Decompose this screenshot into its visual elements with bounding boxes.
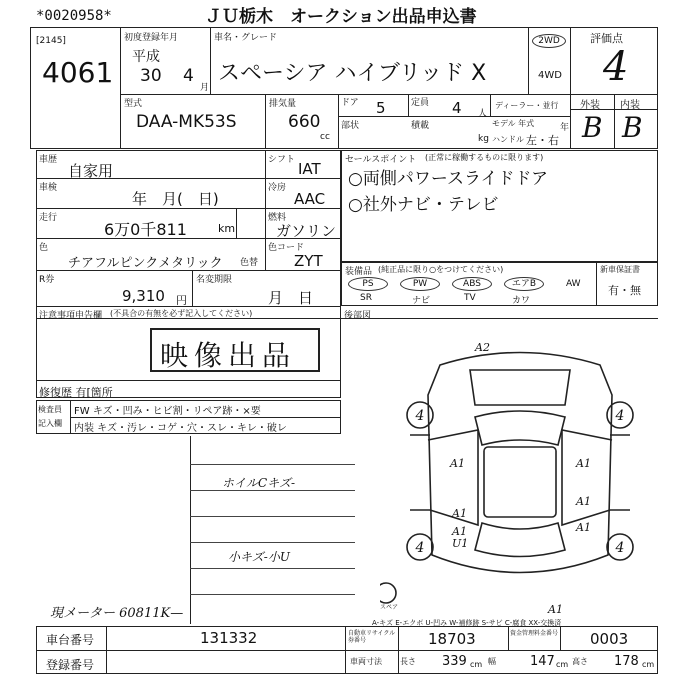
equip-leather: カワ xyxy=(512,296,531,306)
capacity-unit: 人 xyxy=(478,109,488,119)
recycle-value: 9,310 xyxy=(122,287,165,305)
score-label: 評価点 xyxy=(590,32,623,45)
dealer-label: ディーラー・並行 xyxy=(495,101,559,110)
shift-value: IAT xyxy=(298,160,321,178)
drive-4wd: 4WD xyxy=(538,70,562,81)
mileage-label: 走行 xyxy=(39,213,58,223)
model-value: DAA-MK53S xyxy=(136,112,237,132)
sales-points-label: セールスポイント xyxy=(345,155,417,165)
sekisai-label: 積載 xyxy=(411,121,430,131)
tire-rr: 4 xyxy=(615,540,625,556)
mark-front: A2 xyxy=(475,341,490,354)
model-year-label: モデル 年式 xyxy=(492,119,535,128)
equip-airbag: エアB xyxy=(504,277,544,291)
mark-right-mid: A1 xyxy=(576,495,591,508)
handwritten-meter: 現メーター 60811K— xyxy=(50,606,184,621)
first-reg-month: 4 xyxy=(183,66,194,86)
doors-label: ドア xyxy=(341,98,359,108)
color-label: 色 xyxy=(39,243,49,253)
equip-ps: PS xyxy=(348,277,388,291)
handwritten-rear: 小キズ-小U xyxy=(228,550,290,564)
video-stamp-text: 映像出品 xyxy=(160,339,297,372)
lot-code: [2145] xyxy=(36,36,66,46)
mileage-unit: km xyxy=(218,222,236,235)
reg-label: 登録番号 xyxy=(46,658,95,672)
mileage-value: 6万0千811 xyxy=(104,220,187,239)
usage-label: 車歴 xyxy=(39,155,58,165)
lot-number: 4061 xyxy=(42,56,114,89)
length-unit: cm xyxy=(470,660,483,669)
sales-point-2: ○社外ナビ・テレビ xyxy=(348,195,499,215)
displacement-label: 排気量 xyxy=(269,99,297,109)
equip-navi: ナビ xyxy=(412,296,431,306)
car-name-label: 車名・グレード xyxy=(214,33,278,43)
notes-label: 注意事項申告欄 xyxy=(39,311,103,321)
width-value: 147 xyxy=(530,654,555,669)
warranty-value: 有・無 xyxy=(608,284,641,297)
warranty-label: 新車保証書 xyxy=(600,265,640,274)
mark-left-rear-1: A1 xyxy=(452,525,467,538)
color-code-label: 色コード xyxy=(268,243,305,253)
damage-legend: A-キズ E-エクボ U-凹み W-補修跡 S-サビ C-腐食 XX-交換済 xyxy=(372,619,562,627)
exterior-score: B xyxy=(582,111,603,144)
handwritten-wheel: ホイルCキズ- xyxy=(222,476,295,490)
height-unit: cm xyxy=(642,660,655,669)
inspect-codes-row1: FW キズ・凹み・ヒビ割・リペア跡・×要 xyxy=(74,406,261,417)
sales-points-note: (正常に稼働するものに限ります) xyxy=(425,153,544,162)
mark-left-mid: A1 xyxy=(452,507,467,520)
car-name: スペーシア ハイブリッド X xyxy=(218,61,487,86)
exterior-label: 外装 xyxy=(580,100,600,111)
mark-right-rear: A1 xyxy=(576,521,591,534)
recycle-number-label: 自動車リサイクル券番号 xyxy=(348,630,396,644)
equip-aw: AW xyxy=(566,279,581,289)
color-change-label: 色替 xyxy=(240,258,259,268)
recycle-number-value: 18703 xyxy=(428,630,476,648)
recycle-label: R券 xyxy=(39,275,55,285)
tire-fr: 4 xyxy=(615,408,625,424)
interior-score: B xyxy=(622,111,643,144)
interior-label: 内装 xyxy=(620,100,640,111)
length-value: 339 xyxy=(442,654,467,669)
attach-label: 後部図 xyxy=(344,311,372,321)
mark-left-rear-2: U1 xyxy=(452,537,469,550)
capacity-value: 4 xyxy=(452,99,462,117)
chassis-label: 車台番号 xyxy=(46,633,95,647)
aircon-value: AAC xyxy=(294,190,326,208)
serial-number: *0020958* xyxy=(36,8,112,24)
first-reg-month-unit: 月 xyxy=(200,83,210,93)
equipment-label: 装備品 xyxy=(345,267,373,277)
inspect-codes-row2: 内装 キズ・汚レ・コゲ・穴・スレ・キレ・破レ xyxy=(74,423,287,434)
equip-sr: SR xyxy=(360,293,372,303)
kg-label: kg xyxy=(478,134,489,144)
width-unit: cm xyxy=(556,660,569,669)
displacement-value: 660 xyxy=(288,112,321,132)
handle-label: ハンドル xyxy=(492,135,524,144)
usage-value: 自家用 xyxy=(68,162,114,180)
equip-abs: ABS xyxy=(452,277,492,291)
tire-fl: 4 xyxy=(415,408,425,424)
meigi-value: 月 日 xyxy=(268,289,314,307)
equip-tv: TV xyxy=(464,293,476,303)
recycle-unit: 円 xyxy=(176,294,187,307)
kubun-label: 部状 xyxy=(341,121,360,131)
score-value: 4 xyxy=(603,44,629,90)
doors-value: 5 xyxy=(376,99,386,117)
equipment-note: (純正品に限り○をつけてください) xyxy=(378,265,504,274)
nen-label: 年 xyxy=(560,123,570,133)
mark-rear: A1 xyxy=(548,603,563,615)
sales-point-1: ○両側パワースライドドア xyxy=(348,169,548,189)
form-title: ＪＵ栃木 オークション出品申込書 xyxy=(205,7,477,27)
capacity-label: 定員 xyxy=(411,98,430,108)
color-value: チアフルピンクメタリック xyxy=(68,256,223,271)
mark-left-front: A1 xyxy=(450,457,465,470)
model-label: 型式 xyxy=(124,99,143,109)
inspect-label-2: 記入欄 xyxy=(38,419,62,428)
handle-options: 左・右 xyxy=(526,134,559,147)
mark-right-front: A1 xyxy=(576,457,591,470)
fuel-label: 燃料 xyxy=(268,213,287,223)
tire-rl: 4 xyxy=(415,540,425,556)
aircon-label: 冷房 xyxy=(268,183,287,193)
damage-diagram xyxy=(380,335,660,615)
first-reg-year: 30 xyxy=(140,66,162,86)
equip-pw: PW xyxy=(400,277,440,291)
collect-value: 0003 xyxy=(590,630,629,648)
inspection-label: 車検 xyxy=(39,183,58,193)
spare-label: スペア xyxy=(380,604,399,611)
first-reg-era: 平成 xyxy=(132,49,160,65)
first-reg-label: 初度登録年月 xyxy=(124,33,179,43)
color-code-value: ZYT xyxy=(294,252,323,270)
displacement-unit: cc xyxy=(320,132,330,142)
repair-history-label: 修復歴 有[箇所 xyxy=(39,386,113,399)
height-label: 高さ xyxy=(572,657,588,666)
length-label: 長さ xyxy=(400,657,416,666)
width-label: 幅 xyxy=(488,657,496,666)
fuel-value: ガソリン xyxy=(276,222,337,240)
size-label: 車両寸法 xyxy=(350,657,382,666)
collect-label: 資金管理料金番号 xyxy=(510,630,559,637)
chassis-value: 131332 xyxy=(200,629,258,647)
inspect-label-1: 検査員 xyxy=(38,405,62,414)
height-value: 178 xyxy=(614,654,639,669)
inspection-value: 年 月( 日) xyxy=(132,190,219,208)
meigi-label: 名変期限 xyxy=(196,275,233,285)
shift-label: シフト xyxy=(268,155,296,165)
drive-2wd: 2WD xyxy=(532,34,566,48)
notes-sublabel: (不具合の有無を必ず記入してください) xyxy=(110,309,253,318)
